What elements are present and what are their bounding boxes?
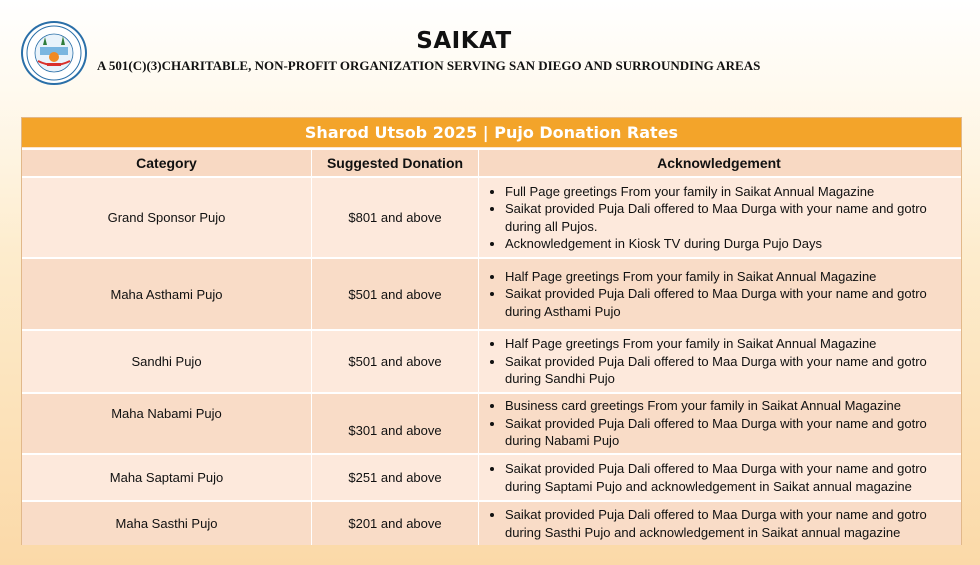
table-row <box>22 329 961 392</box>
org-subtitle: A 501(C)(3)CHARITABLE, NON-PROFIT ORGANIZATION SERVING SAN DIEGO AND SURROUNDING AREAS <box>97 58 761 73</box>
donation-cell: $251 and above <box>312 453 479 500</box>
category-cell: Maha Sasthi Pujo <box>22 500 312 545</box>
acknowledgement-item: • Full Page greetings From your family in Saikat Annual Magazine <box>505 183 951 201</box>
acknowledgement-item: • Saikat provided Puja Dali offered to Maa Durga with your name and gotro during Saptami Pujo and acknowledgement in Saikat annual magazine <box>505 460 951 495</box>
category-cell: Grand Sponsor Pujo <box>22 176 312 257</box>
donation-rates-table <box>21 117 962 545</box>
acknowledgement-item: • Saikat provided Puja Dali offered to Maa Durga with your name and gotro during Sasthi Pujo and acknowledgement in Saikat annual magazine <box>505 506 951 541</box>
donation-cell: $301 and above <box>312 392 479 453</box>
column-header-category: Category <box>22 148 312 176</box>
table-row <box>22 176 961 257</box>
acknowledgement-item: • Saikat provided Puja Dali offered to Maa Durga with your name and gotro during all Pujos. <box>505 200 951 235</box>
acknowledgement-item: • Business card greetings From your family in Saikat Annual Magazine <box>505 397 951 415</box>
column-header-suggested-donation: Suggested Donation <box>312 148 479 176</box>
donation-cell: $501 and above <box>312 329 479 392</box>
category-cell: Maha Saptami Pujo <box>22 453 312 500</box>
category-cell: Maha Nabami Pujo <box>22 392 312 453</box>
table-row <box>22 392 961 453</box>
acknowledgement-cell <box>479 329 961 392</box>
acknowledgement-cell <box>479 500 961 545</box>
table-row <box>22 257 961 329</box>
column-header-acknowledgement: Acknowledgement <box>479 148 961 176</box>
table-row <box>22 453 961 500</box>
acknowledgement-cell <box>479 257 961 329</box>
category-cell: Sandhi Pujo <box>22 329 312 392</box>
acknowledgement-item: • Half Page greetings From your family in Saikat Annual Magazine <box>505 268 951 286</box>
acknowledgement-item: • Saikat provided Puja Dali offered to Maa Durga with your name and gotro during Sandhi Pujo <box>505 353 951 388</box>
table-header-row <box>22 148 961 176</box>
category-cell: Maha Asthami Pujo <box>22 257 312 329</box>
acknowledgement-item: • Acknowledgement in Kiosk TV during Durga Pujo Days <box>505 235 951 253</box>
acknowledgement-item: • Half Page greetings From your family in Saikat Annual Magazine <box>505 335 951 353</box>
org-title: SAIKAT <box>416 28 512 54</box>
acknowledgement-item: • Saikat provided Puja Dali offered to Maa Durga with your name and gotro during Asthami Pujo <box>505 285 951 320</box>
donation-cell: $801 and above <box>312 176 479 257</box>
donation-cell: $501 and above <box>312 257 479 329</box>
acknowledgement-cell <box>479 392 961 453</box>
acknowledgement-item: • Saikat provided Puja Dali offered to Maa Durga with your name and gotro during Nabami Pujo <box>505 415 951 450</box>
table-row <box>22 500 961 545</box>
acknowledgement-cell <box>479 453 961 500</box>
donation-cell: $201 and above <box>312 500 479 545</box>
table-title: Sharod Utsob 2025 | Pujo Donation Rates <box>22 118 961 147</box>
acknowledgement-cell <box>479 176 961 257</box>
